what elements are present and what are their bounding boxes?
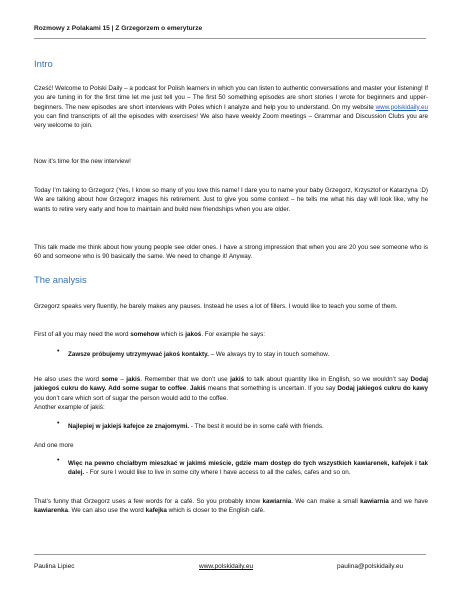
analysis-heading: The analysis [34,274,87,285]
intro-p1-text-b: you can find transcripts of all the episodes with exercises! We also have weekly Zoom meetings – Grammar and Discussion Clubs you are very welcome to join. [34,112,428,130]
intro-heading: Intro [34,58,53,69]
text-run: . Remember that we don’t use [140,376,231,383]
term-some: some [101,376,118,383]
analysis-paragraph-1: Grzegorz speaks very fluently, he barely makes any pauses. Instead he uses a lot of fillers. I would like to teach you some of them. [34,303,398,310]
example-polish: Więc na pewno chciałbym mieszkać w jakimś mieście, gdzie mam dostęp do tych wszystkich kawiarenek, kafejek i tak dalej. [68,460,428,477]
text-run: . We can make a small [291,498,361,505]
term-somehow: somehow [130,331,160,338]
term-kafejka: kafejka [145,507,167,515]
example-translation: – We always try to stay in touch somehow. [208,351,330,358]
intro-paragraph-2: Now it’s time for the new interview! [34,158,131,165]
text-run: First of all you may need the word [34,331,131,338]
page-header-title: Rozmowy z Polakami 15 | Z Grzegorzem o emeryturze [34,25,203,32]
bullet-dot: • [57,420,60,427]
term-kawiarnia: kawiarnia [360,498,389,505]
term-jakis: Jakiś [190,385,206,393]
text-run: That’s funny that Grzegorz uses a few words for a café. So you probably know [34,498,263,505]
analysis-paragraph-6 [34,497,428,516]
term-kawiarnia: kawiarnia [262,498,292,505]
text-run: to talk about quantity like in English, so we wouldn’t say [244,376,411,383]
term-kawiarenka: kawiarenka [34,507,68,515]
intro-p1-text-a: Cześć! Welcome to Polski Daily – a podcast for Polish learners in which you can listen to authentic conversations and master your listening! If you are tuning in for the first time let me just tell you – The first 50 something episodes are short stories I wrote for beginners and upper-beginners. The new episodes are short interviews with Poles which I analyze and help you to understand. On my website [34,85,428,111]
term-jakos: jakoś [185,331,202,338]
text-run: – [117,376,127,383]
text-run: which is closer to the English café. [166,507,265,515]
text-run: . [186,385,190,393]
intro-paragraph-1 [34,84,428,130]
example-bullet-1 [68,350,428,359]
term-jakis: jakiś [230,376,245,383]
footer-author: Paulina Lipiec [34,563,75,570]
analysis-paragraph-5: And one more [34,442,74,449]
example-inline: Dodaj jakiegoś cukru do kawy. Add some sugar to coffee [34,376,428,393]
term-jakis: jakiś [126,376,141,383]
bullet-dot: • [57,348,60,355]
text-run: you don’t care which sort of sugar the person would add to the coffee. [34,394,229,402]
footer-divider [34,554,426,555]
website-link[interactable]: www.polskidaily.eu [375,103,428,111]
example-polish: Najlepiej w jakiejś kafejce ze znajomymi. [68,423,190,430]
analysis-paragraph-4: Another example of jakiś: [34,404,105,411]
text-run: which is [159,331,186,338]
text-run: He also uses the word [34,376,102,383]
text-run: . For example he says: [201,331,266,338]
text-run: . We can also use the word [67,507,146,515]
footer-email: paulina@polskidaily.eu [337,563,404,570]
bullet-dot: • [57,457,60,464]
example-bullet-3 [68,459,428,478]
example-bullet-2 [68,422,428,431]
intro-paragraph-4: This talk made me think about how young people see older ones. I have a strong impression that when you are 20 you see someone who is 60 and someone who is 90 basically the same. We need to change it! Anyway. [34,244,428,261]
example-polish: Zawsze próbujemy utrzymywać jakoś kontakty. [68,351,209,358]
text-run: and we have [388,498,429,505]
example-translation: - The best it would be in some café with friends. [189,423,324,430]
header-divider [34,38,426,39]
text-run: means that something is uncertain. If you say [205,385,338,393]
example-translation: - For sure I would like to live in some city where I have access to all the cafes, cafes and so on. [84,469,351,477]
intro-paragraph-3: Today I’m taking to Grzegorz (Yes, I know so many of you love this name! I dare you to name your baby Grzegorz, Krzysztof or Katarzyna :D) We are talking about how Grzegorz images his retirement. Just to give you some context – he tells me what his day will look like, why he wants to retire very early and how to maintain and build new friendships when you are older. [34,187,428,213]
example-inline: Dodaj jakiegoś cukru do kawy [337,385,428,393]
analysis-paragraph-2 [34,330,428,339]
footer-website-link[interactable]: www.polskidaily.eu [199,563,254,570]
analysis-paragraph-3 [34,375,428,403]
